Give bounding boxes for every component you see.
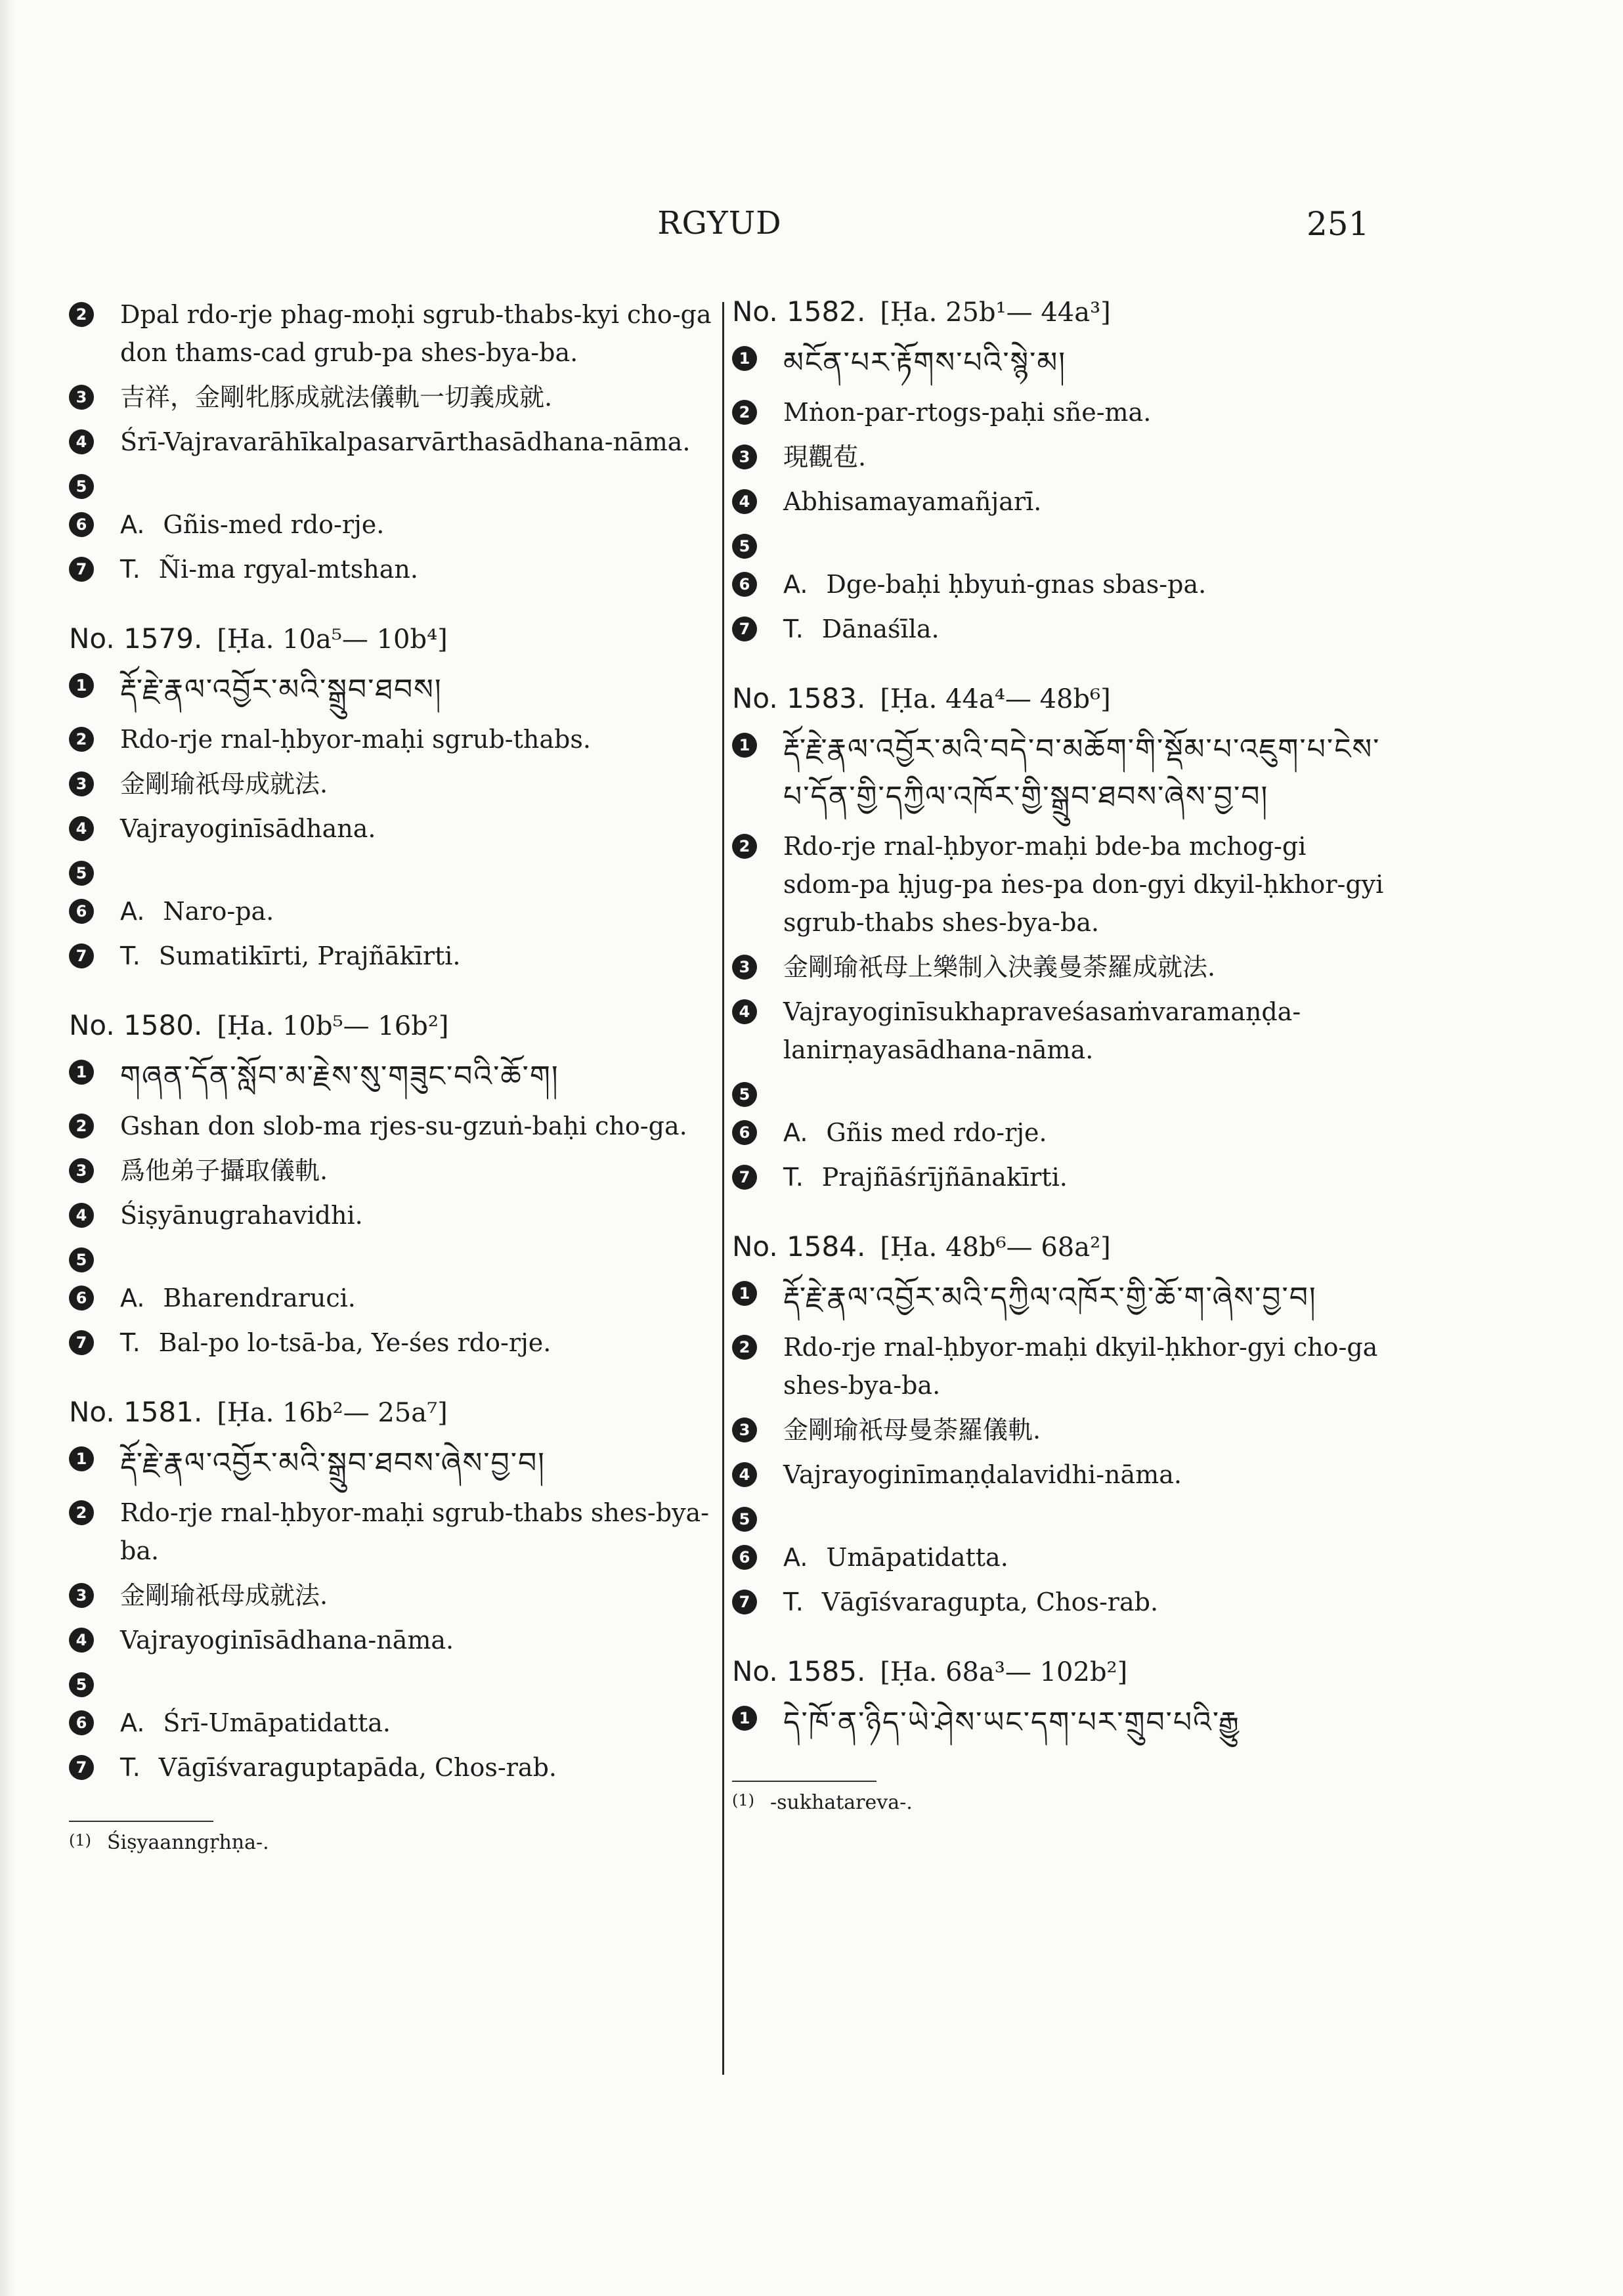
entry-number: No. 1582.: [732, 295, 866, 328]
entry-line: [732, 339, 1389, 387]
line-text: Gñis-med rdo-rje.: [163, 510, 385, 539]
entry-text: [783, 565, 1389, 603]
entry-line: [69, 423, 725, 461]
entry-line: [69, 765, 725, 803]
line-text: Abhisamayamañjarī.: [783, 487, 1042, 516]
entry-text: [120, 1704, 725, 1742]
line-text: Prajñāśrījñānakīrti.: [821, 1163, 1068, 1192]
line-text: Rdo-rje rnal-ḥbyor-maḥi sgrub-thabs shes-bya-ba.: [120, 1498, 710, 1565]
line-text: མངོན་པར་རྟོགས་པའི་སྙེ་མ།: [783, 346, 1066, 379]
entry-text: [783, 1328, 1389, 1404]
entry-line: [732, 1500, 1389, 1532]
circled-number-marker: 6: [732, 1120, 757, 1145]
role-label: A.: [120, 897, 145, 926]
entry-line: [732, 1158, 1389, 1196]
line-text: Naro-pa.: [163, 897, 274, 926]
entry-text: [783, 610, 1389, 648]
line-text: Rdo-rje rnal-ḥbyor-maḥi bde-ba mchog-gi sdom-pa ḥjug-pa ṅes-pa don-gyi dkyil-ḥkhor-gyi sgrub-thabs shes-bya-ba.: [783, 832, 1384, 937]
entry-line: [69, 1494, 725, 1570]
circled-number-marker: 4: [69, 429, 94, 454]
tibetan-title: [120, 1053, 725, 1100]
circled-number-marker: 6: [69, 512, 94, 537]
line-text: Bharendraruci.: [163, 1284, 356, 1312]
entry-line: [69, 1196, 725, 1234]
entry-line: [732, 948, 1389, 986]
entry-line: [69, 720, 725, 758]
circled-number-marker: 3: [732, 444, 757, 469]
line-text: རྡོ་རྗེ་རྣལ་འབྱོར་མའི་སྒྲུབ་ཐབས་ཞེས་བྱ་བ།: [120, 1446, 546, 1480]
line-text: Gñis med rdo-rje.: [826, 1118, 1047, 1147]
line-text: Vajrayoginīmaṇḍalavidhi-nāma.: [783, 1460, 1182, 1489]
entry-folio-reference: [Ḥa. 25b¹— 44a³]: [880, 297, 1111, 328]
entry-line: [732, 827, 1389, 942]
circled-number-marker: 1: [732, 346, 757, 371]
entry-text: [783, 1158, 1389, 1196]
circled-number-marker: 1: [69, 673, 94, 698]
line-text: Śrī-Vajravarāhīkalpasarvārthasādhana-nāma.: [120, 427, 691, 456]
entry-text: [120, 550, 725, 588]
line-text: 金剛瑜祇母曼荼羅儀軌.: [783, 1416, 1041, 1444]
tibetan-title: [783, 726, 1389, 821]
entry-folio-reference: [Ḥa. 48b⁶— 68a²]: [880, 1232, 1111, 1263]
circled-number-marker: 1: [732, 1706, 757, 1731]
role-label: T.: [783, 615, 804, 643]
entry-line: [732, 610, 1389, 648]
line-text: Vāgīśvaragupta, Chos-rab.: [821, 1588, 1159, 1616]
line-text: Vajrayoginīsukhapraveśasaṁvaramaṇḍa-lanirṇayasādhana-nāma.: [783, 997, 1301, 1064]
circled-number-marker: 2: [69, 1114, 94, 1138]
entry-text: [120, 1748, 725, 1787]
role-label: A.: [783, 1543, 808, 1572]
circled-number-marker: 5: [732, 1507, 757, 1532]
entry-text: [120, 720, 725, 758]
line-text: Bal-po lo-tsā-ba, Ye-śes rdo-rje.: [158, 1328, 552, 1357]
entry-line: [732, 1583, 1389, 1621]
entry-line: [732, 527, 1389, 559]
entry-line: [69, 550, 725, 588]
entry-text: [120, 378, 725, 416]
circled-number-marker: 2: [732, 1335, 757, 1360]
circled-number-marker: 4: [69, 816, 94, 841]
entry-line: [69, 1107, 725, 1145]
circled-number-marker: 7: [732, 1165, 757, 1190]
entry-text: [783, 1538, 1389, 1576]
entry-line: [69, 506, 725, 544]
catalogue-entry: [69, 622, 725, 975]
entry-text: [120, 506, 725, 544]
circled-number-marker: 7: [732, 617, 757, 641]
entry-line: [69, 1621, 725, 1659]
entry-number: No. 1579.: [69, 622, 203, 655]
entry-folio-reference: [Ḥa. 68a³— 102b²]: [880, 1657, 1128, 1687]
catalogue-entry: [732, 1230, 1389, 1621]
page-header-title: RGYUD: [657, 205, 782, 242]
circled-number-marker: 4: [732, 489, 757, 514]
entry-text: [120, 1196, 725, 1234]
circled-number-marker: 2: [69, 1500, 94, 1525]
circled-number-marker: 4: [732, 999, 757, 1024]
entry-text: [783, 993, 1389, 1069]
circled-number-marker: 5: [69, 474, 94, 499]
entry-line: [732, 1538, 1389, 1576]
line-text: 金剛瑜祇母成就法.: [120, 769, 328, 798]
circled-number-marker: 3: [69, 771, 94, 796]
footnote-mark: (1): [732, 1791, 754, 1809]
entry-line: [69, 1152, 725, 1190]
role-label: A.: [783, 1118, 808, 1147]
circled-number-marker: 7: [69, 943, 94, 968]
role-label: T.: [120, 942, 141, 970]
circled-number-marker: 6: [69, 1286, 94, 1310]
tibetan-title: [783, 1274, 1389, 1322]
entry-line: [69, 666, 725, 714]
entry-line: [69, 378, 725, 416]
circled-number-marker: 2: [732, 834, 757, 859]
circled-number-marker: 7: [732, 1590, 757, 1614]
circled-number-marker: 3: [69, 1583, 94, 1608]
page-edge-shadow: [0, 0, 14, 2296]
circled-number-marker: 2: [732, 400, 757, 425]
role-label: A.: [120, 510, 145, 539]
circled-number-marker: 6: [69, 1710, 94, 1735]
line-text: Vāgīśvaraguptapāda, Chos-rab.: [158, 1753, 557, 1782]
entry-line: [69, 810, 725, 848]
circled-number-marker: 4: [732, 1462, 757, 1487]
entry-line: [69, 937, 725, 975]
tibetan-title: [120, 1440, 725, 1487]
role-label: A.: [120, 1708, 145, 1737]
line-text: 金剛瑜祇母上樂制入決義曼荼羅成就法.: [783, 953, 1216, 982]
line-text: གཞན་དོན་སློབ་མ་རྗེས་སུ་གཟུང་བའི་ཆོ་ག།: [120, 1060, 559, 1093]
tibetan-title: [783, 1699, 1389, 1746]
line-text: 現觀苞.: [783, 443, 867, 471]
entry-line: [732, 993, 1389, 1069]
entry-text: [120, 892, 725, 930]
entry-text: [783, 438, 1389, 476]
entry-line: [69, 295, 725, 372]
circled-number-marker: 2: [69, 302, 94, 327]
role-label: T.: [783, 1588, 804, 1616]
entry-number: No. 1584.: [732, 1230, 866, 1263]
entry-heading: [732, 1655, 1389, 1687]
role-label: T.: [120, 1753, 141, 1782]
circled-number-marker: 1: [69, 1060, 94, 1085]
entry-line: [69, 1704, 725, 1742]
circled-number-marker: 6: [732, 1545, 757, 1570]
line-text: Ñi-ma rgyal-mtshan.: [158, 555, 418, 584]
left-column: [69, 295, 725, 1854]
line-text: Vajrayoginīsādhana-nāma.: [120, 1626, 454, 1655]
catalogue-entry: [69, 1396, 725, 1787]
entry-number: No. 1581.: [69, 1396, 203, 1428]
role-label: T.: [120, 1328, 141, 1357]
entry-line: [69, 467, 725, 499]
entry-text: [120, 1279, 725, 1317]
line-text: Rdo-rje rnal-ḥbyor-maḥi dkyil-ḥkhor-gyi cho-ga shes-bya-ba.: [783, 1333, 1378, 1400]
footnote-rule: [69, 1821, 213, 1822]
circled-number-marker: 3: [69, 1158, 94, 1183]
entry-heading: [732, 1230, 1389, 1263]
line-text: Rdo-rje rnal-ḥbyor-maḥi sgrub-thabs.: [120, 725, 591, 754]
line-text: Dpal rdo-rje phag-moḥi sgrub-thabs-kyi cho-ga don thams-cad grub-pa shes-bya-ba.: [120, 300, 712, 367]
entry-text: [783, 948, 1389, 986]
entry-text: [783, 483, 1389, 521]
circled-number-marker: 5: [69, 861, 94, 886]
line-text: རྡོ་རྗེ་རྣལ་འབྱོར་མའི་སྒྲུབ་ཐབས།: [120, 673, 443, 706]
entry-line: [732, 726, 1389, 821]
footnote-text: Śiṣyaanngṛhṇa-.: [107, 1831, 269, 1854]
entry-text: [120, 423, 725, 461]
circled-number-marker: 5: [732, 534, 757, 559]
circled-number-marker: 1: [732, 1281, 757, 1306]
catalogue-entry: [732, 295, 1389, 648]
entry-line: [732, 565, 1389, 603]
line-text: Sumatikīrti, Prajñākīrti.: [158, 942, 461, 970]
tibetan-title: [120, 666, 725, 714]
circled-number-marker: 6: [732, 572, 757, 597]
entry-line: [69, 892, 725, 930]
entry-line: [732, 1328, 1389, 1404]
entry-text: [120, 765, 725, 803]
entry-text: [120, 1152, 725, 1190]
entry-line: [69, 1576, 725, 1614]
line-text: Dānaśīla.: [821, 615, 940, 643]
entry-text: [783, 827, 1389, 942]
entry-text: [120, 1107, 725, 1145]
circled-number-marker: 3: [732, 1418, 757, 1442]
line-text: 爲他弟子攝取儀軌.: [120, 1156, 328, 1185]
circled-number-marker: 3: [732, 955, 757, 980]
entry-heading: [732, 295, 1389, 328]
entry-line: [69, 1440, 725, 1487]
catalogue-entry: [732, 682, 1389, 1196]
circled-number-marker: 2: [69, 727, 94, 752]
entry-number: No. 1580.: [69, 1009, 203, 1041]
entry-line: [732, 1699, 1389, 1746]
role-label: A.: [120, 1284, 145, 1312]
entry-text: [120, 1324, 725, 1362]
role-label: T.: [783, 1163, 804, 1192]
entry-line: [69, 854, 725, 886]
entry-heading: [732, 682, 1389, 714]
line-text: 吉祥，金剛牝豚成就法儀軌一切義成就.: [120, 383, 553, 412]
entry-line: [732, 1075, 1389, 1107]
entry-text: [120, 810, 725, 848]
entry-number: No. 1585.: [732, 1655, 866, 1687]
entry-text: [783, 393, 1389, 431]
entry-line: [69, 1748, 725, 1787]
entry-number: No. 1583.: [732, 682, 866, 714]
role-label: A.: [783, 570, 808, 599]
line-text: Śrī-Umāpatidatta.: [163, 1708, 391, 1737]
role-label: T.: [120, 555, 141, 584]
circled-number-marker: 4: [69, 1203, 94, 1228]
circled-number-marker: 1: [732, 733, 757, 758]
entry-line: [732, 1456, 1389, 1494]
entry-line: [69, 1241, 725, 1272]
entry-heading: [69, 1396, 725, 1428]
circled-number-marker: 3: [69, 385, 94, 410]
circled-number-marker: 7: [69, 1330, 94, 1355]
entry-line: [69, 1324, 725, 1362]
entry-heading: [69, 622, 725, 655]
circled-number-marker: 5: [69, 1672, 94, 1697]
entry-line: [69, 1279, 725, 1317]
page-number: 251: [1307, 205, 1370, 243]
line-text: Śiṣyānugrahavidhi.: [120, 1201, 363, 1230]
right-column: [732, 295, 1389, 1814]
footnote-mark: (1): [69, 1831, 91, 1850]
entry-folio-reference: [Ḥa. 44a⁴— 48b⁶]: [880, 684, 1111, 714]
line-text: Umāpatidatta.: [826, 1543, 1008, 1572]
entry-line: [732, 483, 1389, 521]
entry-line: [732, 1114, 1389, 1152]
catalogue-entry: [732, 1655, 1389, 1746]
circled-number-marker: 6: [69, 899, 94, 924]
entry-text: [783, 1583, 1389, 1621]
entry-line: [69, 1666, 725, 1697]
entry-line: [69, 1053, 725, 1100]
entry-folio-reference: [Ḥa. 10a⁵— 10b⁴]: [217, 624, 448, 655]
entry-line: [732, 393, 1389, 431]
footnote: [732, 1791, 1389, 1814]
entry-line: [732, 1411, 1389, 1449]
entry-text: [120, 937, 725, 975]
circled-number-marker: 5: [732, 1082, 757, 1107]
entry-heading: [69, 1009, 725, 1041]
footnote-text: -sukhatareva-.: [770, 1791, 913, 1814]
catalogue-entry: [69, 295, 725, 588]
entry-text: [120, 1576, 725, 1614]
line-text: Dge-baḥi ḥbyuṅ-gnas sbas-pa.: [826, 570, 1207, 599]
line-text: དེ་ཁོ་ན་ཉིད་ཡེ་ཤེས་ཡང་དག་པར་གྲུབ་པའི་རྒྱུ: [783, 1706, 1240, 1739]
line-text: རྡོ་རྗེ་རྣལ་འབྱོར་མའི་དཀྱིལ་འཁོར་གྱི་ཆོ་ག་ཞེས་བྱ་བ།: [783, 1281, 1317, 1314]
circled-number-marker: 4: [69, 1628, 94, 1653]
circled-number-marker: 7: [69, 557, 94, 582]
line-text: 金剛瑜祇母成就法.: [120, 1581, 328, 1610]
entry-text: [120, 295, 725, 372]
entry-text: [783, 1456, 1389, 1494]
entry-line: [732, 438, 1389, 476]
line-text: Vajrayoginīsādhana.: [120, 814, 376, 843]
catalogue-entry: [69, 1009, 725, 1362]
entry-line: [732, 1274, 1389, 1322]
line-text: Gshan don slob-ma rjes-su-gzuṅ-baḥi cho-ga.: [120, 1112, 687, 1140]
circled-number-marker: 1: [69, 1446, 94, 1471]
entry-text: [783, 1114, 1389, 1152]
entry-text: [120, 1621, 725, 1659]
tibetan-title: [783, 339, 1389, 387]
circled-number-marker: 5: [69, 1247, 94, 1272]
circled-number-marker: 7: [69, 1755, 94, 1780]
entry-text: [783, 1411, 1389, 1449]
line-text: Mṅon-par-rtogs-paḥi sñe-ma.: [783, 398, 1152, 427]
entry-text: [120, 1494, 725, 1570]
footnote-rule: [732, 1781, 876, 1782]
line-text: རྡོ་རྗེ་རྣལ་འབྱོར་མའི་བདེ་བ་མཆོག་གི་སྡོམ་པ་འཇུག་པ་ངེས་པ་དོན་གྱི་དཀྱིལ་འཁོར་གྱི་སྒྲུབ་ཐབས་ཞེས་བྱ་བ།: [783, 733, 1381, 813]
entry-folio-reference: [Ḥa. 10b⁵— 16b²]: [217, 1011, 449, 1041]
footnote: [69, 1831, 725, 1854]
entry-folio-reference: [Ḥa. 16b²— 25a⁷]: [217, 1398, 448, 1428]
